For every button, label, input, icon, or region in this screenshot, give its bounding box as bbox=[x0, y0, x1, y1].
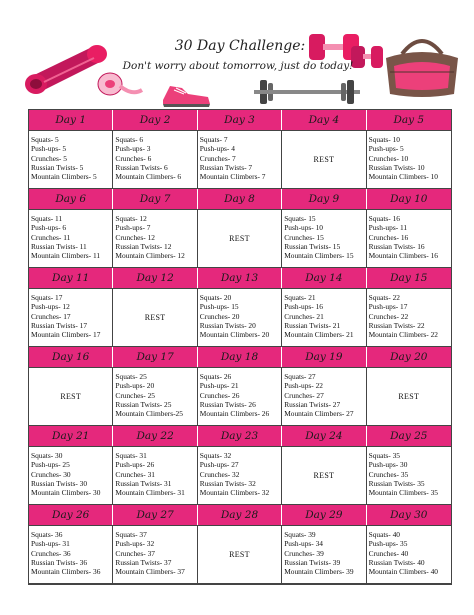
exercise-line: Squats- 32 bbox=[199, 451, 232, 460]
exercise-line: Push-ups- 11 bbox=[368, 223, 408, 233]
exercise-line: Crunches- 22 bbox=[368, 311, 409, 321]
day-header-row bbox=[29, 426, 451, 446]
challenge-calendar bbox=[28, 109, 452, 585]
exercise-line: Crunches- 5 bbox=[31, 153, 67, 163]
exercise-line: Crunches- 17 bbox=[31, 311, 71, 321]
exercise-line: Mountain Climbers- 27 bbox=[284, 409, 354, 419]
exercise-cell bbox=[282, 526, 366, 583]
exercise-line: Push-ups- 5 bbox=[31, 144, 67, 154]
exercise-line: Crunches- 20 bbox=[199, 311, 240, 321]
exercise-line: Crunches- 27 bbox=[284, 390, 324, 400]
day-label: Day 2 bbox=[113, 110, 197, 130]
day-label: Day 24 bbox=[282, 426, 366, 446]
page-title: 30 Day Challenge: bbox=[174, 38, 306, 54]
exercise-line: Squats- 26 bbox=[199, 372, 232, 381]
day-label: Day 28 bbox=[198, 505, 282, 525]
day-label: Day 20 bbox=[390, 351, 428, 363]
day-header-row bbox=[29, 189, 451, 209]
exercise-line: Squats- 20 bbox=[199, 293, 232, 302]
rest-label: REST bbox=[313, 154, 335, 164]
exercise-line: Push-ups- 22 bbox=[284, 381, 323, 391]
exercise-line: Squats- 7 bbox=[199, 135, 228, 144]
exercise-line: Mountain Climbers- 37 bbox=[115, 567, 185, 577]
exercise-line: Crunches- 21 bbox=[284, 311, 324, 321]
exercise-line: Crunches- 40 bbox=[368, 548, 409, 558]
day-header-row bbox=[29, 347, 451, 367]
day-label: Day 25 bbox=[390, 430, 428, 442]
rest-day-cell bbox=[113, 289, 197, 346]
page-subtitle: Don't worry about tomorrow, just do today! bbox=[122, 60, 354, 72]
day-label: Day 4 bbox=[282, 110, 366, 130]
rest-day-cell bbox=[282, 447, 366, 504]
exercise-line: Crunches- 12 bbox=[115, 232, 156, 242]
exercise-line: Mountain Climbers- 26 bbox=[199, 409, 270, 419]
exercise-line: Push-ups- 17 bbox=[368, 302, 408, 312]
exercise-line: Push-ups- 21 bbox=[199, 381, 239, 391]
day-label: Day 19 bbox=[282, 347, 366, 367]
exercise-cell bbox=[282, 289, 366, 346]
exercise-line: Russian Twists- 21 bbox=[284, 320, 341, 330]
day-header-row bbox=[29, 268, 451, 288]
exercise-cell bbox=[113, 131, 197, 188]
sneaker-icon bbox=[160, 80, 212, 108]
rest-day-cell bbox=[282, 131, 366, 188]
exercise-line: Squats- 39 bbox=[284, 530, 316, 539]
exercise-line: Push-ups- 35 bbox=[368, 539, 408, 549]
day-label: Day 27 bbox=[113, 505, 197, 525]
rest-label: REST bbox=[398, 391, 420, 401]
day-label: Day 29 bbox=[282, 505, 366, 525]
exercise-line: Crunches- 36 bbox=[31, 548, 71, 558]
exercise-line: Push-ups- 34 bbox=[284, 539, 323, 549]
rest-label: REST bbox=[229, 233, 250, 243]
exercise-line: Mountain Climbers- 22 bbox=[368, 330, 438, 340]
rest-label: REST bbox=[144, 312, 166, 322]
exercise-line: Russian Twists- 15 bbox=[284, 241, 341, 251]
exercise-cell bbox=[113, 368, 197, 425]
exercise-cell bbox=[29, 526, 113, 583]
rest-label: REST bbox=[229, 549, 250, 559]
day-label: Day 8 bbox=[198, 189, 282, 209]
exercise-line: Squats- 10 bbox=[368, 135, 401, 144]
day-label: Day 1 bbox=[29, 110, 113, 130]
exercise-line: Russian Twists- 12 bbox=[115, 241, 172, 251]
exercise-line: Squats- 25 bbox=[115, 372, 147, 381]
exercise-line: Squats- 16 bbox=[368, 214, 401, 223]
day-label: Day 6 bbox=[29, 189, 113, 209]
rest-day-cell bbox=[198, 526, 282, 583]
exercise-line: Mountain Climbers- 21 bbox=[284, 330, 354, 340]
exercise-line: Russian Twists- 5 bbox=[31, 162, 84, 172]
exercise-line: Russian Twists- 17 bbox=[31, 320, 88, 330]
exercise-line: Push-ups- 20 bbox=[115, 381, 155, 391]
exercise-cell bbox=[367, 210, 451, 267]
exercise-line: Push-ups- 32 bbox=[115, 539, 155, 549]
exercise-line: Crunches- 39 bbox=[284, 548, 324, 558]
exercise-cell bbox=[29, 289, 113, 346]
day-label: Day 26 bbox=[29, 505, 113, 525]
gym-bag-icon bbox=[380, 28, 464, 100]
exercise-line: Squats- 22 bbox=[368, 293, 401, 302]
exercise-cell bbox=[198, 289, 282, 346]
exercise-line: Russian Twists- 40 bbox=[368, 557, 425, 567]
exercise-line: Russian Twists- 6 bbox=[115, 162, 168, 172]
exercise-line: Push-ups- 12 bbox=[31, 302, 70, 312]
exercise-line: Russian Twists- 27 bbox=[284, 399, 341, 409]
exercise-cell bbox=[367, 526, 451, 583]
exercise-line: Russian Twists- 16 bbox=[368, 241, 425, 251]
exercise-line: Mountain Climbers- 39 bbox=[284, 567, 354, 577]
exercise-line: Russian Twists- 35 bbox=[368, 478, 425, 488]
exercise-cell bbox=[367, 131, 451, 188]
exercise-line: Squats- 6 bbox=[115, 135, 144, 144]
exercise-line: Push-ups- 6 bbox=[31, 223, 67, 233]
exercise-line: Push-ups- 5 bbox=[368, 144, 404, 154]
exercise-line: Crunches- 35 bbox=[368, 469, 409, 479]
exercise-line: Squats- 40 bbox=[368, 530, 401, 539]
exercise-line: Russian Twists- 25 bbox=[115, 399, 172, 409]
exercise-line: Mountain Climbers- 20 bbox=[199, 330, 270, 340]
day-label: Day 7 bbox=[113, 189, 197, 209]
exercise-line: Mountain Climbers-25 bbox=[115, 409, 183, 419]
exercise-line: Mountain Climbers- 36 bbox=[31, 567, 101, 577]
day-label: Day 11 bbox=[29, 268, 113, 288]
exercise-line: Crunches- 25 bbox=[115, 390, 156, 400]
exercise-line: Mountain Climbers- 10 bbox=[368, 172, 438, 182]
exercise-row bbox=[29, 209, 451, 268]
rest-day-cell bbox=[198, 210, 282, 267]
exercise-line: Russian Twists- 31 bbox=[115, 478, 172, 488]
exercise-line: Squats- 17 bbox=[31, 293, 63, 302]
day-label: Day 15 bbox=[390, 272, 428, 284]
exercise-line: Push-ups- 31 bbox=[31, 539, 70, 549]
exercise-row bbox=[29, 367, 451, 426]
exercise-line: Push-ups- 7 bbox=[115, 223, 151, 233]
exercise-line: Crunches- 26 bbox=[199, 390, 240, 400]
exercise-line: Mountain Climbers- 15 bbox=[284, 251, 354, 261]
exercise-line: Russian Twists- 36 bbox=[31, 557, 88, 567]
barbell-icon bbox=[252, 78, 362, 106]
exercise-cell bbox=[113, 447, 197, 504]
exercise-cell bbox=[282, 368, 366, 425]
exercise-line: Squats- 27 bbox=[284, 372, 316, 381]
exercise-line: Mountain Climbers- 7 bbox=[199, 172, 266, 182]
rest-day-cell bbox=[367, 368, 451, 425]
day-header-row bbox=[29, 110, 451, 130]
exercise-cell bbox=[113, 210, 197, 267]
day-label: Day 21 bbox=[29, 426, 113, 446]
exercise-cell bbox=[113, 526, 197, 583]
exercise-line: Mountain Climbers- 12 bbox=[115, 251, 185, 261]
day-label: Day 13 bbox=[198, 268, 282, 288]
exercise-line: Russian Twists- 39 bbox=[284, 557, 341, 567]
exercise-line: Squats- 15 bbox=[284, 214, 316, 223]
exercise-line: Crunches- 32 bbox=[199, 469, 240, 479]
exercise-line: Mountain Climbers- 6 bbox=[115, 172, 182, 182]
exercise-line: Crunches- 7 bbox=[199, 153, 236, 163]
exercise-line: Crunches- 11 bbox=[31, 232, 71, 242]
rest-day-cell bbox=[29, 368, 113, 425]
exercise-cell bbox=[198, 447, 282, 504]
exercise-line: Crunches- 31 bbox=[115, 469, 156, 479]
day-label: Day 12 bbox=[113, 268, 197, 288]
day-label: Day 16 bbox=[29, 347, 113, 367]
exercise-line: Russian Twists- 10 bbox=[368, 162, 425, 172]
day-header-row bbox=[29, 505, 451, 525]
exercise-line: Russian Twists- 22 bbox=[368, 320, 425, 330]
page-header bbox=[0, 0, 474, 110]
day-label: Day 5 bbox=[393, 114, 425, 126]
exercise-line: Russian Twists- 32 bbox=[199, 478, 256, 488]
exercise-line: Mountain Climbers- 5 bbox=[31, 172, 97, 182]
exercise-line: Russian Twists- 26 bbox=[199, 399, 256, 409]
exercise-line: Crunches- 30 bbox=[31, 469, 71, 479]
day-label: Day 14 bbox=[282, 268, 366, 288]
exercise-line: Push-ups- 27 bbox=[199, 460, 239, 470]
exercise-line: Mountain Climbers- 30 bbox=[31, 488, 101, 498]
exercise-line: Mountain Climbers- 35 bbox=[368, 488, 438, 498]
exercise-line: Squats- 12 bbox=[115, 214, 147, 223]
exercise-line: Squats- 30 bbox=[31, 451, 63, 460]
exercise-line: Mountain Climbers- 31 bbox=[115, 488, 185, 498]
rest-label: REST bbox=[313, 470, 335, 480]
exercise-line: Crunches- 6 bbox=[115, 153, 152, 163]
exercise-line: Mountain Climbers- 11 bbox=[31, 251, 101, 261]
exercise-line: Squats- 35 bbox=[368, 451, 401, 460]
rest-label: REST bbox=[60, 391, 82, 401]
exercise-line: Mountain Climbers- 16 bbox=[368, 251, 438, 261]
exercise-line: Squats- 5 bbox=[31, 135, 59, 144]
exercise-line: Push-ups- 15 bbox=[199, 302, 239, 312]
day-label: Day 22 bbox=[113, 426, 197, 446]
exercise-cell bbox=[198, 131, 282, 188]
day-label: Day 10 bbox=[390, 193, 428, 205]
exercise-line: Crunches- 15 bbox=[284, 232, 324, 242]
exercise-cell bbox=[29, 131, 113, 188]
day-label: Day 17 bbox=[113, 347, 197, 367]
exercise-cell bbox=[198, 368, 282, 425]
exercise-line: Crunches- 37 bbox=[115, 548, 156, 558]
exercise-line: Mountain Climbers- 17 bbox=[31, 330, 101, 340]
exercise-line: Push-ups- 26 bbox=[115, 460, 155, 470]
exercise-line: Push-ups- 16 bbox=[284, 302, 323, 312]
exercise-line: Mountain Climbers- 32 bbox=[199, 488, 270, 498]
exercise-line: Squats- 36 bbox=[31, 530, 63, 539]
day-label: Day 3 bbox=[198, 110, 282, 130]
day-label: Day 18 bbox=[198, 347, 282, 367]
exercise-cell bbox=[29, 210, 113, 267]
exercise-line: Squats- 21 bbox=[284, 293, 316, 302]
exercise-row bbox=[29, 525, 451, 584]
exercise-cell bbox=[367, 447, 451, 504]
exercise-row bbox=[29, 446, 451, 505]
exercise-line: Push-ups- 10 bbox=[284, 223, 323, 233]
exercise-line: Crunches- 10 bbox=[368, 153, 409, 163]
exercise-cell bbox=[282, 210, 366, 267]
day-label: Day 30 bbox=[390, 509, 428, 521]
exercise-line: Squats- 37 bbox=[115, 530, 147, 539]
exercise-line: Russian Twists- 30 bbox=[31, 478, 88, 488]
exercise-line: Push-ups- 30 bbox=[368, 460, 408, 470]
exercise-line: Mountain Climbers- 40 bbox=[368, 567, 438, 577]
exercise-row bbox=[29, 288, 451, 347]
exercise-cell bbox=[367, 289, 451, 346]
day-label: Day 23 bbox=[198, 426, 282, 446]
exercise-line: Push-ups- 4 bbox=[199, 144, 235, 154]
exercise-line: Russian Twists- 7 bbox=[199, 162, 253, 172]
exercise-line: Crunches- 16 bbox=[368, 232, 409, 242]
exercise-line: Russian Twists- 11 bbox=[31, 241, 87, 251]
day-label: Day 9 bbox=[282, 189, 366, 209]
exercise-row bbox=[29, 130, 451, 189]
exercise-line: Squats- 11 bbox=[31, 214, 63, 223]
exercise-line: Push-ups- 3 bbox=[115, 144, 151, 154]
exercise-cell bbox=[29, 447, 113, 504]
exercise-line: Russian Twists- 37 bbox=[115, 557, 172, 567]
exercise-line: Push-ups- 25 bbox=[31, 460, 70, 470]
exercise-line: Squats- 31 bbox=[115, 451, 147, 460]
exercise-line: Russian Twists- 20 bbox=[199, 320, 256, 330]
